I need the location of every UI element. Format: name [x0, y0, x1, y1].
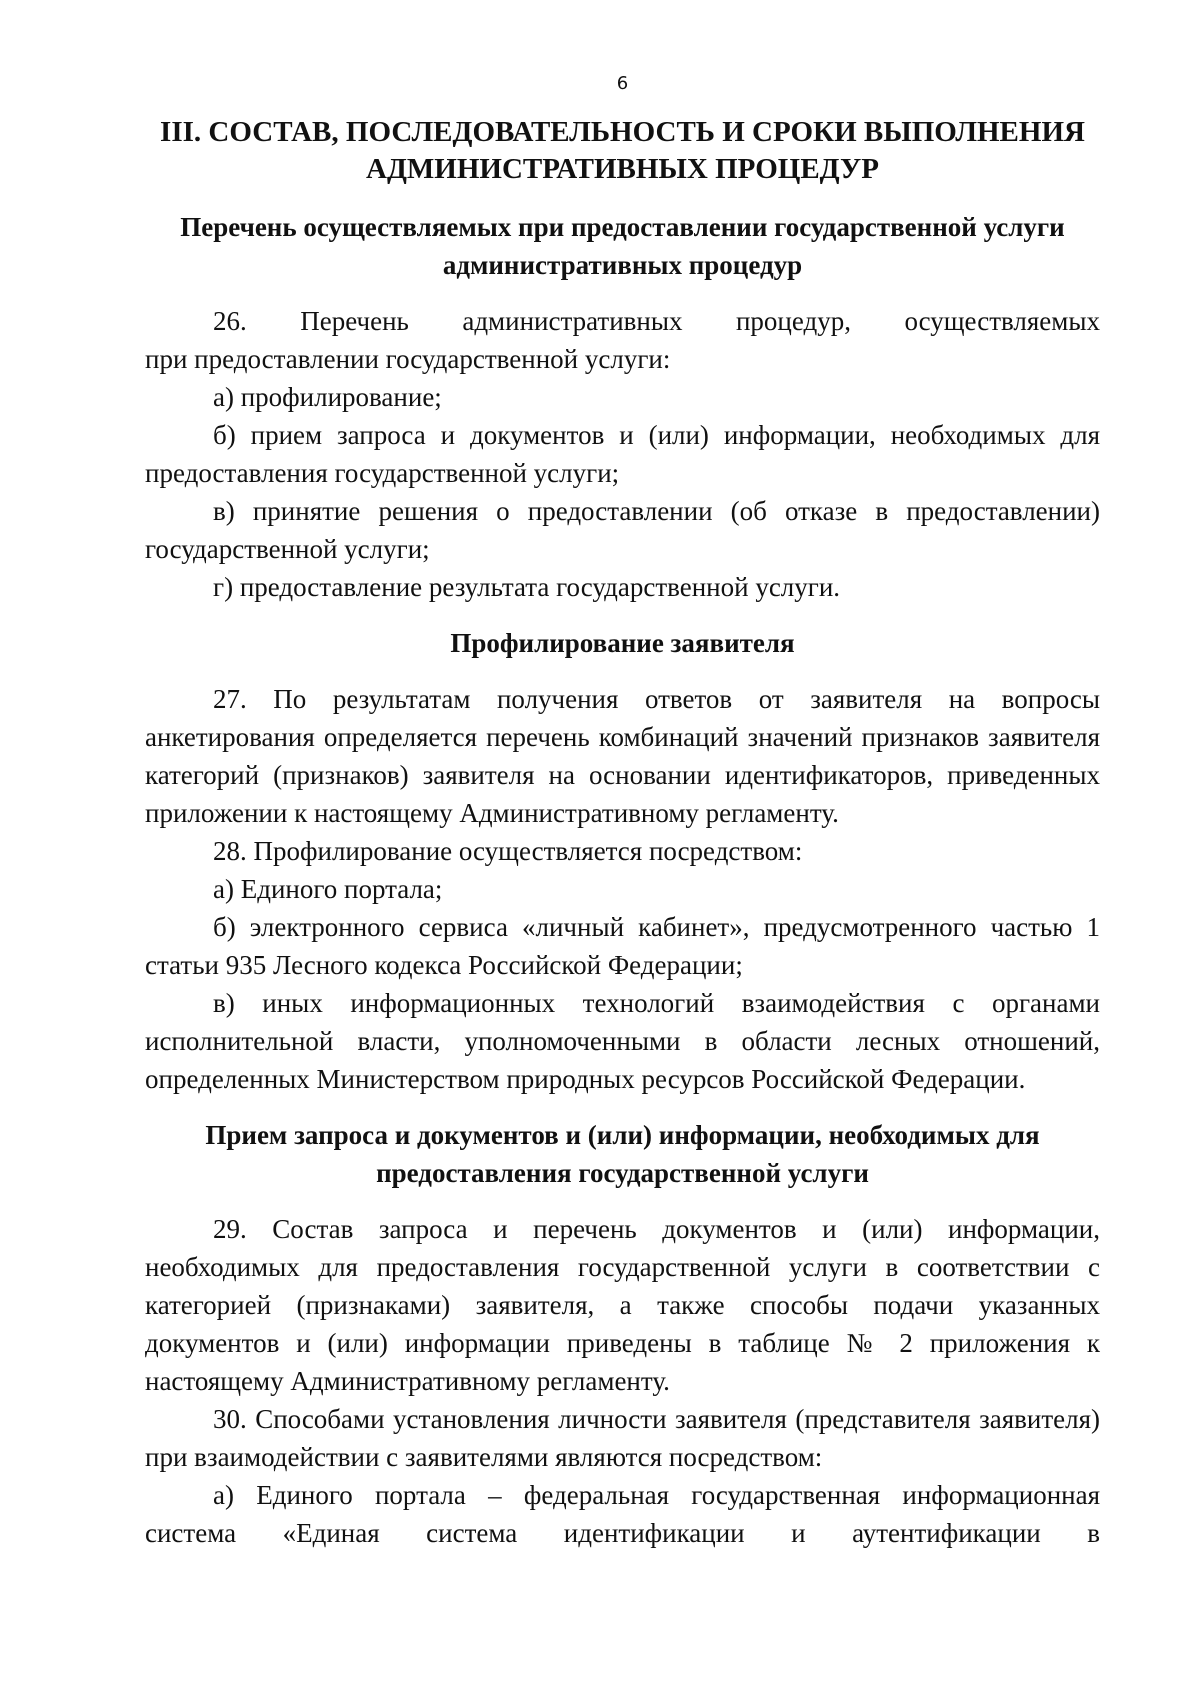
paragraph-27: 27. По результатам получения ответов от заявителя на вопросы анкетирования определяется перечень комбинаций значений признаков заявителя категорий (признаков) заявителя на основании идентификаторов, приведенных приложении к настоящему Административному регламенту.	[145, 684, 1100, 828]
paragraph-28: 28. Профилирование осуществляется посредством:	[213, 836, 803, 866]
paragraph-30-item-a-line2: система «Единая система идентификации и аутентификации в	[145, 1518, 1100, 1548]
list-item-a: а) профилирование;	[213, 382, 442, 412]
paragraph-28-item-b: б) электронного сервиса «личный кабинет», предусмотренного частью 1 статьи 935 Лесного кодекса Российской Федерации;	[145, 912, 1100, 980]
chapter-title	[145, 114, 1100, 188]
list-item-b: б) прием запроса и документов и (или) информации, необходимых для предоставления государственной услуги;	[145, 420, 1100, 488]
section-title-profiling: Профилирование заявителя	[450, 628, 795, 658]
section-title-request-intake	[145, 1116, 1100, 1192]
section-title-line1: Прием запроса и документов и (или) информации, необходимых для	[205, 1120, 1040, 1150]
section-title-line2: предоставления государственной услуги	[376, 1158, 869, 1188]
list-item-v: в) принятие решения о предоставлении (об отказе в предоставлении) государственной услуги;	[145, 496, 1100, 564]
section-title-procedures-list	[145, 208, 1100, 284]
chapter-title-line2: АДМИНИСТРАТИВНЫХ ПРОЦЕДУР	[366, 153, 879, 185]
page-number: 6	[616, 73, 629, 94]
chapter-title-line1: III. СОСТАВ, ПОСЛЕДОВАТЕЛЬНОСТЬ И СРОКИ ВЫПОЛНЕНИЯ	[160, 116, 1085, 148]
section-title-line2: административных процедур	[442, 250, 803, 280]
list-item-g: г) предоставление результата государственной услуги.	[213, 572, 841, 602]
section-title-line1: Перечень осуществляемых при предоставлении государственной услуги	[180, 212, 1065, 242]
paragraph-28-item-a: а) Единого портала;	[213, 874, 443, 904]
paragraph-30: 30. Способами установления личности заявителя (представителя заявителя) при взаимодействии с заявителями являются посредством:	[145, 1404, 1100, 1472]
paragraph-28-item-v: в) иных информационных технологий взаимодействия с органами исполнительной власти, уполномоченными в области лесных отношений, определенных Министерством природных ресурсов Российской Федерации.	[145, 988, 1100, 1094]
document-page	[145, 70, 1100, 1552]
paragraph-26-line2: при предоставлении государственной услуги:	[145, 344, 671, 374]
paragraph-29: 29. Состав запроса и перечень документов и (или) информации, необходимых для предоставления государственной услуги в соответствии с категорией (признаками) заявителя, а также способы подачи указанных документов и (или) информации приведены в таблице № 2 приложения к настоящему Административному регламенту.	[145, 1214, 1100, 1396]
paragraph-30-item-a-line1: а) Единого портала – федеральная государственная информационная	[213, 1480, 1100, 1510]
paragraph-26-line1: 26. Перечень административных процедур, осуществляемых	[213, 306, 1100, 336]
